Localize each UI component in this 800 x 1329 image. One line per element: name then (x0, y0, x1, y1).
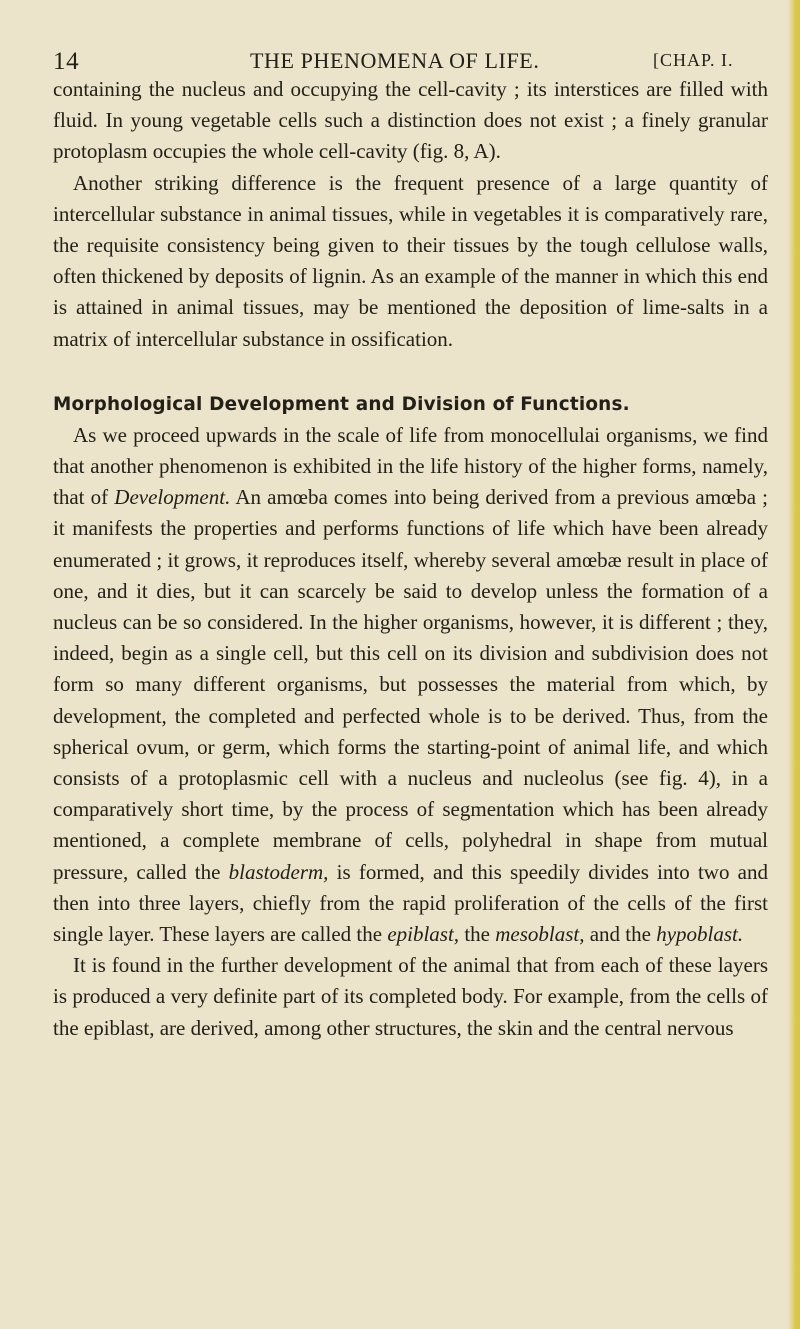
text-run: and the (584, 922, 657, 947)
italic-term-hypoblast: hypoblast. (656, 922, 744, 947)
text-run: As we proceed upwards in the scale of life from monocellulai organisms, we find that another phenomenon is exhibited in the life history of the higher forms, namely, that of (53, 422, 768, 510)
paragraph-intercellular-substance: Another striking difference is the frequent presence of a large quantity of intercellular substance in animal tissues, while in vegetables it is comparatively rare, the requisite consistency being given to their tissues by the tough cellulose walls, often thickened by deposits of lignin. As an example of the manner in which this end is attained in animal tissues, may be mentioned the deposition of lime-salts in a matrix of intercellular substance in ossification. (53, 170, 768, 351)
book-page (53, 28, 768, 1044)
text-run: the (459, 922, 496, 947)
paragraph-continuation: containing the nucleus and occupying the cell-cavity ; its interstices are filled with fluid. In young vegetable cells such a distinction does not exist ; a finely granular protoplasm occupies the whole cell-cavity (fig. 8, A). (53, 77, 768, 164)
page-edge-shading (788, 0, 800, 1329)
running-head (53, 28, 768, 75)
italic-term-mesoblast: mesoblast, (495, 922, 585, 947)
paragraph-germ-layers: It is found in the further development of the animal that from each of these layers is produced a very definite part of its completed body. For example, from the cells of the epiblast, are derived, among other structures, the skin and the central nervous (53, 953, 768, 1040)
running-title: THE PHENOMENA OF LIFE. (250, 48, 540, 73)
chapter-reference: [CHAP. I. (653, 50, 734, 70)
paragraph-development (53, 420, 768, 950)
text-run: is formed, and this speedily divides into two and then into three layers, chiefly from the rapid proliferation of the cells of the first single layer. These layers are called the (53, 859, 768, 947)
body-text (53, 74, 768, 1044)
italic-term-development: Development. (114, 485, 231, 510)
italic-term-epiblast: epiblast, (387, 922, 460, 947)
page-number: 14 (53, 48, 80, 75)
text-run: An amœba comes into being derived from a previous amœba ; it manifests the properties and performs functions of life which have been already enumerated ; it grows, it reproduces itself, whereby several amœbæ result in place of one, and it dies, but it can scarcely be said to develop unless the formation of a nucleus can be so considered. In the higher organisms, however, it is different ; they, indeed, begin as a single cell, but this cell on its division and subdivision does not form so many different organisms, but possesses the material from which, by development, the completed and perfected whole is to be derived. Thus, from the spherical ovum, or germ, which forms the starting-point of animal life, and which consists of a protoplasmic cell with a nucleus and nucleolus (see fig. 4), in a comparatively short time, by the process of segmentation which has been already mentioned, a complete membrane of cells, polyhedral in shape from mutual pressure, called the (53, 485, 768, 884)
section-heading: Morphological Development and Division of Functions. (53, 393, 630, 415)
italic-term-blastoderm: blastoderm, (228, 859, 329, 884)
